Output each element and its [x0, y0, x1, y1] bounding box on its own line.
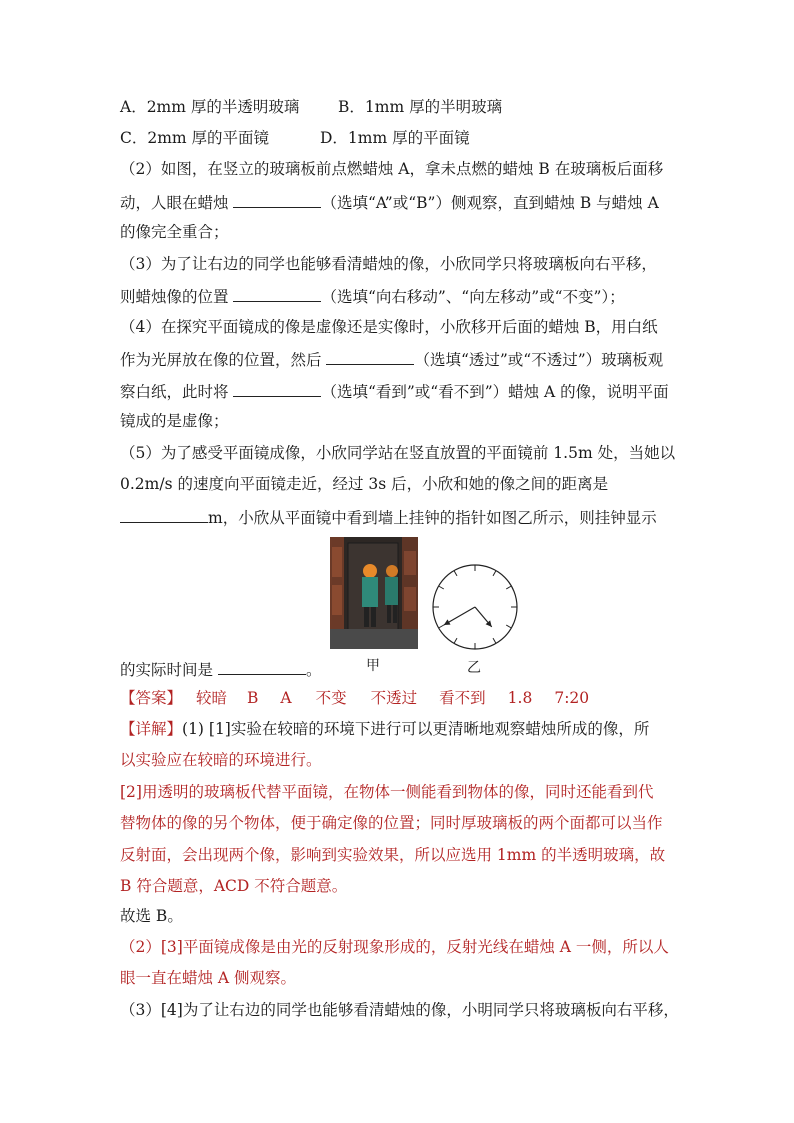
- q2-line-2: [120, 190, 659, 214]
- option-b: B．1mm 厚的半明玻璃: [338, 98, 503, 116]
- answer-4: 不变: [315, 689, 347, 707]
- q3-text-a: 则蜡烛像的位置: [120, 288, 234, 306]
- caption-yi: 乙: [467, 660, 481, 676]
- q5-text-b: m，小欣从平面镜中看到墙上挂钟的指针如图乙所示，则挂钟显示: [208, 509, 657, 527]
- detail-line-9: 眼一直在蜡烛 A 侧观察。: [120, 969, 297, 987]
- answer-5: 不透过: [370, 689, 418, 707]
- mirror-photo: [330, 537, 418, 649]
- answer-blank-4: [233, 379, 321, 397]
- detail-line-3: [2]用透明的玻璃板代替平面镜，在物体一侧能看到物体的像，同时还能看到代: [120, 783, 654, 801]
- clock-figure: [430, 562, 520, 652]
- q4-line-3: [120, 379, 669, 403]
- answer-blank-3: [326, 347, 414, 365]
- detail-text-1: (1) [1]实验在较暗的环境下进行可以更清晰地观察蜡烛所成的像，所: [182, 720, 650, 738]
- answer-blank-6: [218, 657, 306, 675]
- q4-line-2: [120, 347, 663, 371]
- q5-text-c: 的实际时间是: [120, 661, 218, 679]
- detail-line-6: B 符合题意，ACD 不符合题意。: [120, 877, 348, 895]
- detail-line-4: 替物体的像的另个物体，便于确定像的位置；同时厚玻璃板的两个面都可以当作: [120, 814, 663, 832]
- option-d: D．1mm 厚的平面镜: [320, 129, 470, 147]
- detail-line-10: （3）[4]为了让右边的同学也能够看清蜡烛的像，小明同学只将玻璃板向右平移，: [120, 1001, 679, 1019]
- answer-blank-1: [233, 190, 321, 208]
- q4-text-a: 作为光屏放在像的位置，然后: [120, 351, 327, 369]
- q2-text-b: （选填“A”或“B”）侧观察，直到蜡烛 B 与蜡烛 A: [321, 194, 659, 212]
- detail-line-2: 以实验应在较暗的环境进行。: [120, 751, 322, 769]
- mirror-photo-drawing: [330, 537, 418, 649]
- answer-3: A: [280, 689, 292, 707]
- q2-line-3: 的像完全重合；: [120, 223, 229, 241]
- answer-7: 1.8: [507, 689, 533, 707]
- answer-label: 【答案】: [120, 689, 183, 707]
- q5-text-d: 。: [305, 661, 322, 679]
- q4-text-d: （选填“看到”或“看不到”）蜡烛 A 的像，说明平面: [321, 383, 669, 401]
- q4-text-b: （选填“透过”或“不透过”）玻璃板观: [414, 351, 664, 369]
- answer-8: 7:20: [554, 689, 590, 707]
- q3-line-2: [120, 284, 625, 308]
- q4-text-c: 察白纸，此时将: [120, 383, 234, 401]
- answer-line: [120, 687, 589, 709]
- detail-line-1: [120, 718, 649, 740]
- q4-line-1: （4）在探究平面镜成的像是虚像还是实像时，小欣移开后面的蜡烛 B，用白纸: [120, 318, 658, 336]
- q5-line-2: 0.2m/s 的速度向平面镜走近，经过 3s 后，小欣和她的像之间的距离是: [120, 475, 609, 493]
- answer-blank-2: [233, 284, 321, 302]
- q3-line-1: （3）为了让右边的同学也能够看清蜡烛的像，小欣同学只将玻璃板向右平移，: [120, 255, 657, 273]
- answer-2: B: [247, 689, 259, 707]
- q5-line-4: [120, 657, 321, 681]
- q2-line-1: （2）如图，在竖立的玻璃板前点燃蜡烛 A，拿未点燃的蜡烛 B 在玻璃板后面移: [120, 160, 664, 178]
- option-c: C．2mm 厚的平面镜: [120, 129, 270, 147]
- detail-line-7: 故选 B。: [120, 907, 183, 925]
- option-a: A．2mm 厚的半透明玻璃: [120, 98, 300, 116]
- q5-line-3: [120, 505, 657, 529]
- caption-jia: 甲: [366, 658, 380, 674]
- q5-line-1: （5）为了感受平面镜成像，小欣同学站在竖直放置的平面镜前 1.5m 处，当她以: [120, 444, 676, 462]
- detail-line-5: 反射面，会出现两个像，影响到实验效果，所以应选用 1mm 的半透明玻璃，故: [120, 846, 666, 864]
- answer-6: 看不到: [439, 689, 486, 707]
- q2-text-a: 动，人眼在蜡烛: [120, 194, 234, 212]
- detail-line-8: （2）[3]平面镜成像是由光的反射现象形成的，反射光线在蜡烛 A 一侧，所以人: [120, 938, 669, 956]
- q4-line-4: 镜成的是虚像；: [120, 412, 229, 430]
- detail-label: 【详解】: [120, 720, 183, 738]
- answer-blank-5: [120, 505, 208, 523]
- answer-1: 较暗: [196, 689, 228, 707]
- q3-text-b: （选填“向右移动”、“向左移动”或“不变”）；: [321, 288, 625, 306]
